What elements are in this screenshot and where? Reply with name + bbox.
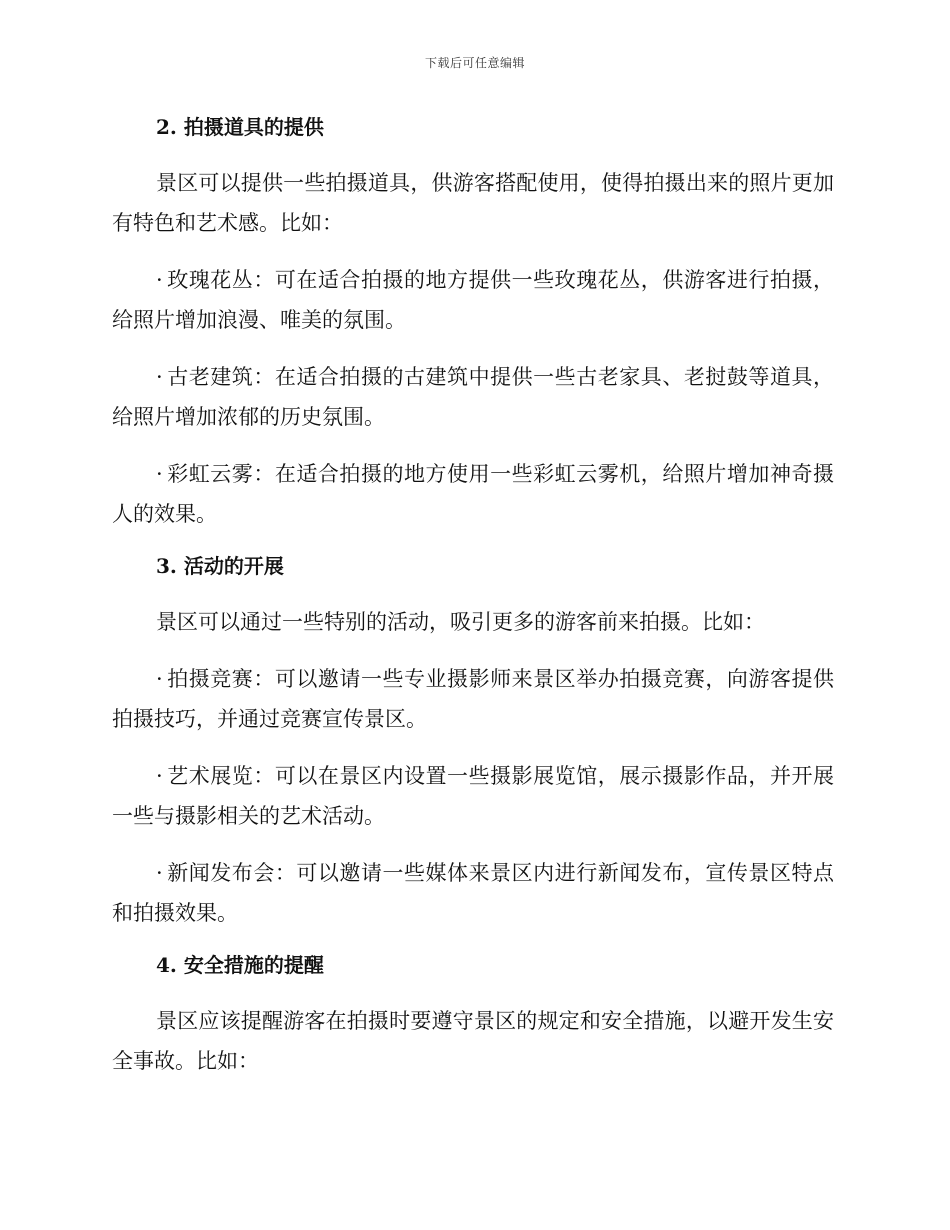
list-item [112,853,834,933]
list-item [112,260,834,340]
bullet-icon: · [156,861,163,885]
bullet-icon: · [156,462,163,486]
section-heading: 3. 活动的开展 [156,554,284,578]
section-intro: 景区可以通过一些特别的活动，吸引更多的游客前来拍摄。比如： [156,610,765,634]
list-item-text: 玫瑰花丛：可在适合拍摄的地方提供一些玫瑰花丛，供游客进行拍摄，给照片增加浪漫、唯美的氛围。 [112,268,834,332]
document-body [112,112,834,1098]
list-item [112,454,834,534]
bullet-icon: · [156,667,163,691]
section-intro: 景区应该提醒游客在拍摄时要遵守景区的规定和安全措施，以避开发生安全事故。比如： [112,1009,834,1073]
list-item-text: 新闻发布会：可以邀请一些媒体来景区内进行新闻发布，宣传景区特点和拍摄效果。 [112,861,834,925]
bullet-icon: · [156,268,163,292]
section-heading: 4. 安全措施的提醒 [156,953,324,977]
list-item-text: 艺术展览：可以在景区内设置一些摄影展览馆，展示摄影作品，并开展一些与摄影相关的艺术活动。 [112,764,834,828]
list-item-text: 彩虹云雾：在适合拍摄的地方使用一些彩虹云雾机，给照片增加神奇摄人的效果。 [112,462,834,526]
list-item-text: 古老建筑：在适合拍摄的古建筑中提供一些古老家具、老挝鼓等道具，给照片增加浓郁的历史氛围。 [112,365,834,429]
page-header: 下载后可任意编辑 [424,56,525,70]
list-item-text: 拍摄竞赛：可以邀请一些专业摄影师来景区举办拍摄竞赛，向游客提供拍摄技巧，并通过竞赛宣传景区。 [112,667,834,731]
section-intro: 景区可以提供一些拍摄道具，供游客搭配使用，使得拍摄出来的照片更加有特色和艺术感。比如： [112,171,834,235]
list-item [112,659,834,739]
bullet-icon: · [156,365,163,389]
bullet-icon: · [156,764,163,788]
section-heading: 2. 拍摄道具的提供 [156,115,324,139]
list-item [112,357,834,437]
list-item [112,756,834,836]
